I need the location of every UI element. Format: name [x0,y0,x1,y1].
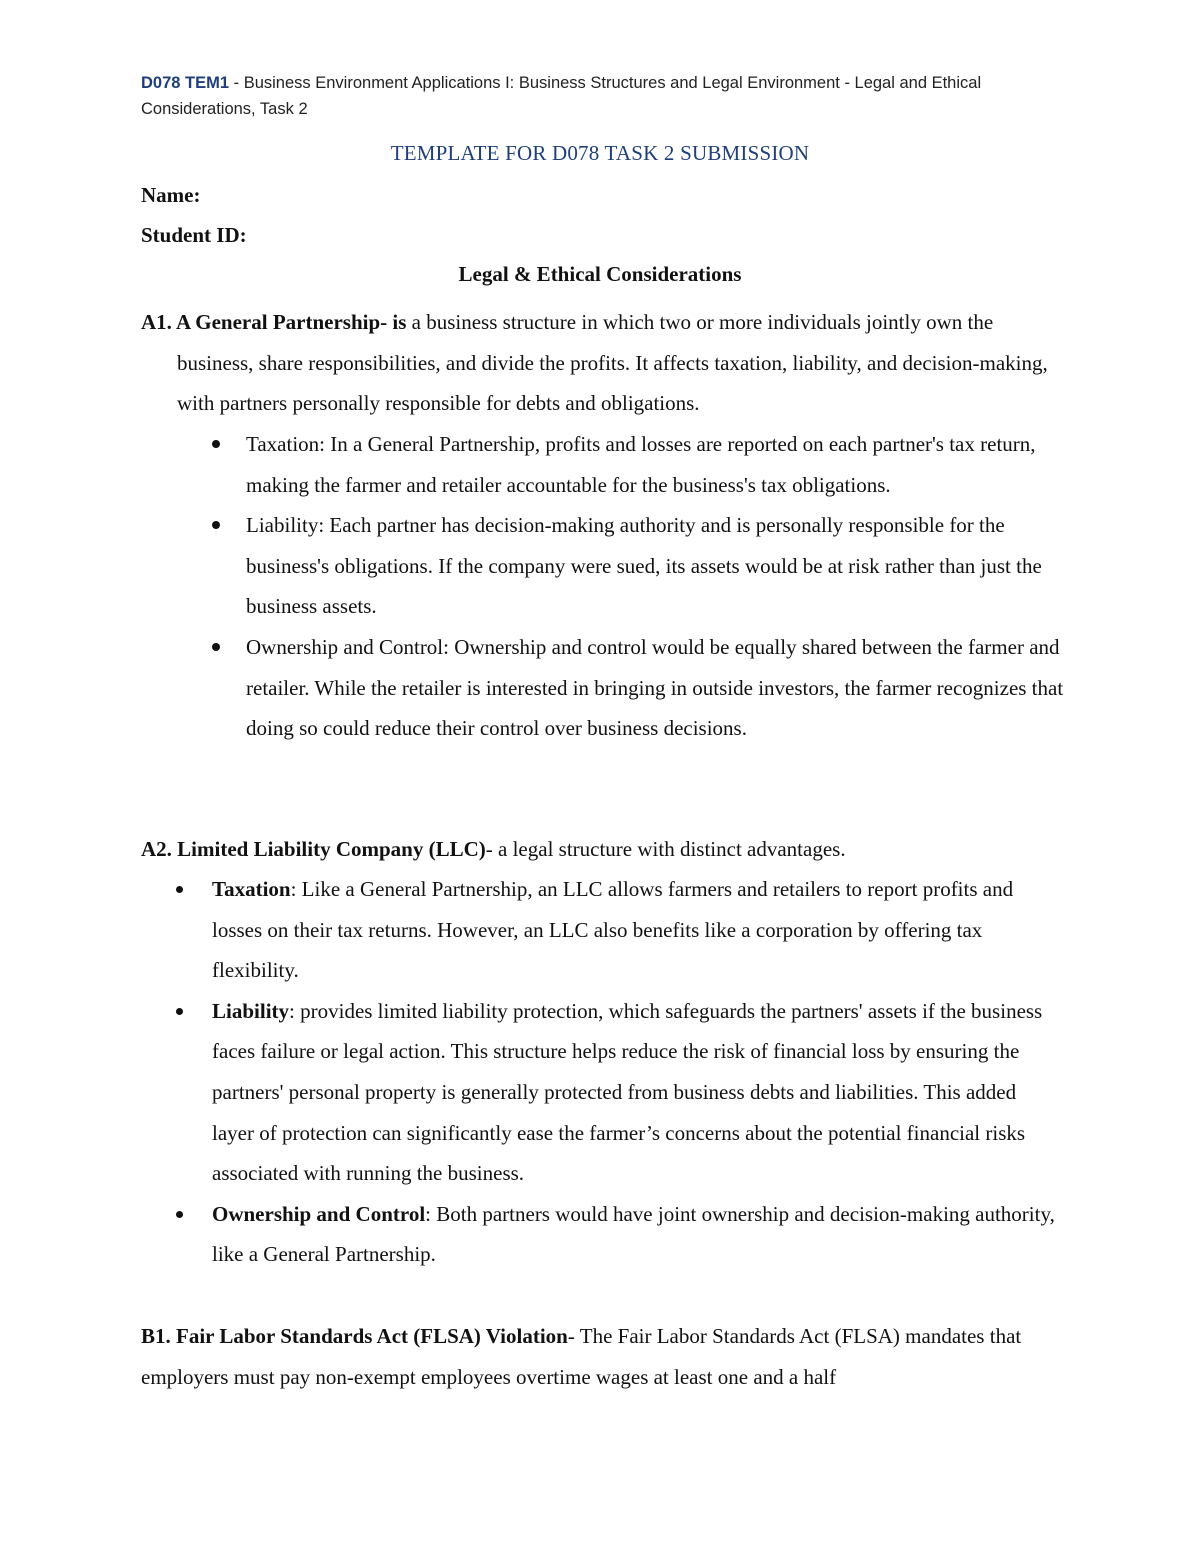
bullet-label: Ownership and Control [212,1201,426,1226]
bullet-label: Liability [212,998,290,1023]
b1-heading: B1. Fair Labor Standards Act (FLSA) Violation [141,1324,568,1348]
bullet-label: Taxation [212,877,291,901]
course-code: D078 TEM1 [141,74,230,92]
section-a1 [141,302,1071,424]
bullet-text: : provides limited liability protection, which safeguards the partners' assets if the business faces failure or legal action. This structure helps reduce the risk of financial loss by ensuring the partners' personal property is generally protected from business debts and liabilities. This added layer of protection can significantly ease the farmer’s concerns about the potential financial risks associated with running the business. [212,998,1043,1186]
student-id-label: Student ID: [141,223,247,247]
list-item [172,1194,1062,1275]
page-title: TEMPLATE FOR D078 TASK 2 SUBMISSION [390,141,810,165]
a2-paragraph [141,829,1071,870]
list-item: Ownership and Control: Ownership and control would be equally shared between the farmer and retailer. While the retailer is interested in bringing in outside investors, the farmer recognizes that doing so could reduce their control over business decisions. [208,627,1068,749]
list-item [172,869,1062,991]
bullet-text: : Like a General Partnership, an LLC allows farmers and retailers to report profits and losses on their tax returns. However, an LLC also benefits like a corporation by offering tax flexibility. [212,877,1014,983]
a1-bullet-list [208,424,1068,749]
course-description: - Business Environment Applications I: Business Structures and Legal Environment - Legal and Ethical Considerations, Task 2 [141,74,982,118]
list-item [172,991,1062,1194]
section-title: Legal & Ethical Considerations [458,262,742,286]
a1-paragraph [141,302,1071,424]
a2-heading: A2. Limited Liability Company (LLC) [141,837,486,861]
b1-paragraph [141,1316,1071,1397]
a1-text: a business structure in which two or more individuals jointly own the business, share responsibilities, and divide the profits. It affects taxation, liability, and decision-making, with partners personally responsible for debts and obligations. [177,310,1048,416]
b1-text: - The Fair Labor Standards Act (FLSA) mandates that employers must pay non-exempt employees overtime wages at least one and a half [141,1324,1022,1389]
a2-text: - a legal structure with distinct advantages. [485,837,846,861]
a1-heading: A1. A General Partnership- is [141,310,407,334]
list-item: Liability: Each partner has decision-making authority and is personally responsible for the business's obligations. If the company were sued, its assets would be at risk rather than just the business assets. [208,505,1068,627]
document-header [141,70,1061,122]
name-label: Name: [141,183,201,207]
bullet-text: : Both partners would have joint ownership and decision-making authority, like a General Partnership. [212,1201,1055,1267]
a2-bullet-list [172,869,1062,1275]
list-item: Taxation: In a General Partnership, profits and losses are reported on each partner's tax return, making the farmer and retailer accountable for the business's tax obligations. [208,424,1068,505]
